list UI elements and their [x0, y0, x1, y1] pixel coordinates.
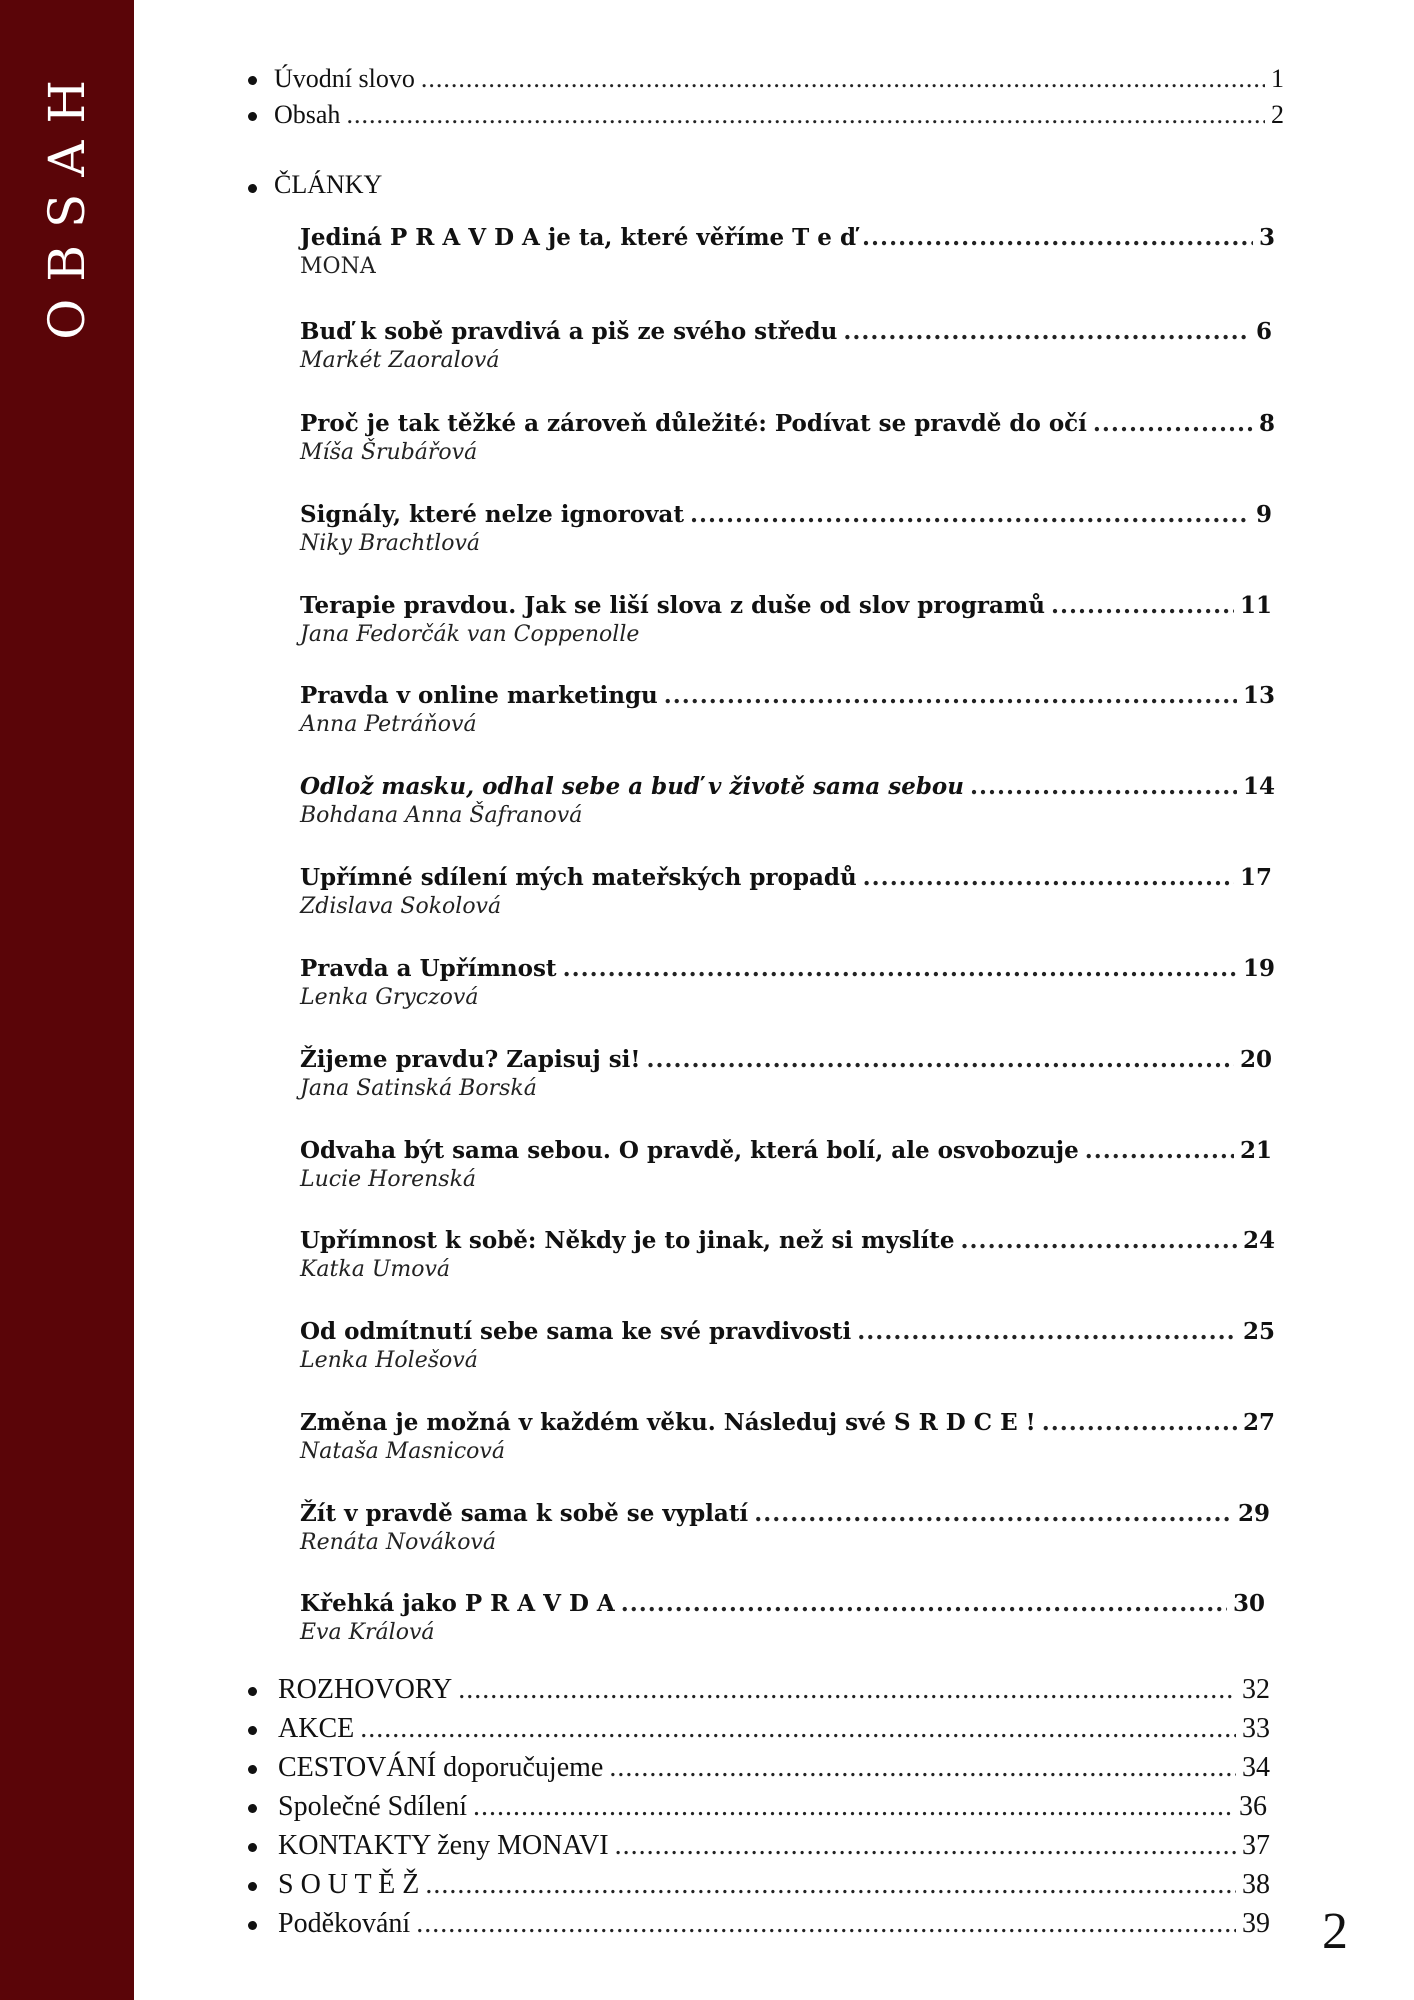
toc-entry-obsah[interactable]	[274, 100, 1284, 130]
article-title: Signály, které nelze ignorovat	[300, 501, 684, 528]
bullet	[248, 112, 257, 121]
toc-entry-page: 2	[1271, 100, 1284, 129]
dot-leader	[647, 1046, 1234, 1073]
toc-article[interactable]	[300, 318, 1272, 345]
article-page: 17	[1239, 864, 1272, 891]
article-page: 19	[1242, 955, 1275, 982]
article-page: 6	[1255, 318, 1272, 345]
section-page: 37	[1242, 1830, 1270, 1861]
dot-leader	[862, 224, 1253, 251]
dot-leader	[360, 1713, 1236, 1745]
article-page: 13	[1242, 682, 1275, 709]
dot-leader	[1042, 1409, 1237, 1436]
dot-leader	[754, 1500, 1232, 1527]
toc-article[interactable]	[300, 1227, 1275, 1254]
dot-leader	[458, 1674, 1236, 1706]
dot-leader	[843, 318, 1250, 345]
toc-section[interactable]	[278, 1752, 1270, 1784]
article-author: Bohdana Anna Šafranová	[300, 803, 583, 828]
bullet	[248, 1726, 257, 1735]
article-title: Změna je možná v každém věku. Následuj své S R D C E !	[300, 1409, 1036, 1436]
dot-leader	[609, 1752, 1236, 1784]
article-author: Markét Zaoralová	[300, 348, 500, 373]
article-page: 25	[1242, 1318, 1275, 1345]
dot-leader	[857, 1318, 1237, 1345]
dot-leader	[346, 100, 1265, 130]
article-page: 29	[1237, 1500, 1270, 1527]
dot-leader	[425, 1869, 1236, 1901]
article-author: Niky Brachtlová	[300, 531, 480, 556]
article-title: Od odmítnutí sebe sama ke své pravdivosti	[300, 1318, 852, 1345]
articles-heading: ČLÁNKY	[274, 170, 383, 199]
toc-section[interactable]	[278, 1869, 1270, 1901]
section-page: 33	[1242, 1713, 1270, 1744]
article-page: 30	[1232, 1590, 1265, 1617]
dot-leader	[416, 1908, 1236, 1940]
toc-section[interactable]	[278, 1713, 1270, 1745]
toc-article[interactable]	[300, 224, 1275, 251]
dot-leader	[961, 1227, 1237, 1254]
dot-leader	[473, 1791, 1233, 1823]
bullet	[248, 76, 257, 85]
toc-entry-label: Úvodní slovo	[274, 64, 415, 93]
toc-article[interactable]	[300, 682, 1275, 709]
dot-leader	[863, 864, 1234, 891]
article-author: Eva Králová	[300, 1620, 435, 1645]
article-author: Anna Petráňová	[300, 712, 477, 737]
section-page: 39	[1242, 1908, 1270, 1939]
article-title: Žijeme pravdu? Zapisuj si!	[300, 1046, 641, 1073]
toc-section[interactable]	[278, 1830, 1270, 1862]
bullet	[248, 1687, 257, 1696]
bullet	[248, 1882, 257, 1891]
article-author: Lucie Horenská	[300, 1167, 477, 1192]
section-label: KONTAKTY ženy MONAVI	[278, 1830, 609, 1861]
section-label: AKCE	[278, 1713, 355, 1744]
bullet	[248, 1765, 257, 1774]
article-author: Lenka Gryczová	[300, 985, 479, 1010]
dot-leader	[970, 773, 1237, 800]
bullet	[248, 1804, 257, 1813]
article-title: Pravda a Upřímnost	[300, 955, 557, 982]
section-label: S O U T Ě Ž	[278, 1869, 420, 1900]
toc-section[interactable]	[278, 1674, 1270, 1706]
article-author: Zdislava Sokolová	[300, 894, 502, 919]
article-title: Odvaha být sama sebou. O pravdě, která bolí, ale osvobozuje	[300, 1137, 1079, 1164]
article-page: 14	[1242, 773, 1275, 800]
toc-entry-uvodni-slovo[interactable]	[274, 64, 1284, 94]
section-page: 38	[1242, 1869, 1270, 1900]
article-title: Proč je tak těžké a zároveň důležité: Podívat se pravdě do očí	[300, 410, 1087, 437]
article-title: Odlož masku, odhal sebe a buď v životě sama sebou	[300, 773, 964, 800]
article-title: Pravda v online marketingu	[300, 682, 658, 709]
section-label: Poděkování	[278, 1908, 411, 1939]
dot-leader	[1093, 410, 1253, 437]
article-page: 20	[1239, 1046, 1272, 1073]
dot-leader	[664, 682, 1237, 709]
toc-article[interactable]	[300, 1409, 1275, 1436]
toc-section[interactable]	[278, 1908, 1270, 1940]
dot-leader	[563, 955, 1237, 982]
article-page: 3	[1258, 224, 1275, 251]
page-number: 2	[1322, 1903, 1348, 1960]
toc-article[interactable]	[300, 955, 1275, 982]
dot-leader	[690, 501, 1250, 528]
article-page: 8	[1258, 410, 1275, 437]
article-page: 21	[1239, 1137, 1272, 1164]
sidebar-title: OBSAH	[38, 63, 96, 340]
toc-section[interactable]	[278, 1791, 1267, 1823]
toc-article[interactable]	[300, 1590, 1265, 1617]
article-title: Terapie pravdou. Jak se liší slova z duše od slov programů	[300, 592, 1045, 619]
section-label: Společné Sdílení	[278, 1791, 467, 1822]
toc-article[interactable]	[300, 501, 1272, 528]
article-title: Buď k sobě pravdivá a piš ze svého středu	[300, 318, 838, 345]
article-author: Lenka Holešová	[300, 1348, 478, 1373]
article-title: Křehká jako P R A V D A	[300, 1590, 615, 1617]
toc-article[interactable]	[300, 1318, 1275, 1345]
dot-leader	[621, 1590, 1227, 1617]
dot-leader	[1085, 1137, 1234, 1164]
toc-article[interactable]	[300, 1046, 1272, 1073]
article-author: Jana Satinská Borská	[300, 1076, 537, 1101]
sidebar	[0, 0, 134, 2000]
bullet	[248, 1843, 257, 1852]
bullet	[248, 184, 257, 193]
toc-entry-label: Obsah	[274, 100, 341, 129]
toc-article[interactable]	[300, 410, 1275, 437]
article-page: 9	[1255, 501, 1272, 528]
article-title: Žít v pravdě sama k sobě se vyplatí	[300, 1500, 749, 1527]
article-page: 24	[1242, 1227, 1275, 1254]
article-author: Míša Šrubářová	[300, 440, 478, 465]
article-author: MONA	[300, 254, 376, 279]
article-title: Upřímnost k sobě: Někdy je to jinak, než si myslíte	[300, 1227, 955, 1254]
dot-leader	[615, 1830, 1236, 1862]
toc-article[interactable]	[300, 1137, 1272, 1164]
dot-leader	[421, 64, 1265, 94]
toc-article[interactable]	[300, 773, 1275, 800]
article-author: Nataša Masnicová	[300, 1439, 505, 1464]
toc-article[interactable]	[300, 1500, 1270, 1527]
toc-article[interactable]	[300, 592, 1272, 619]
article-title: Jediná P R A V D A je ta, které věříme T e ď	[300, 224, 857, 251]
article-page: 27	[1242, 1409, 1275, 1436]
article-author: Jana Fedorčák van Coppenolle	[300, 622, 640, 647]
article-title: Upřímné sdílení mých mateřských propadů	[300, 864, 857, 891]
section-label: ROZHOVORY	[278, 1674, 453, 1705]
section-page: 32	[1242, 1674, 1270, 1705]
toc-article[interactable]	[300, 864, 1272, 891]
section-label: CESTOVÁNÍ doporučujeme	[278, 1752, 604, 1783]
section-page: 34	[1242, 1752, 1270, 1783]
bullet	[248, 1921, 257, 1930]
article-author: Renáta Nováková	[300, 1530, 496, 1555]
toc-entry-page: 1	[1271, 64, 1284, 93]
section-page: 36	[1239, 1791, 1267, 1822]
article-author: Katka Umová	[300, 1257, 451, 1282]
dot-leader	[1051, 592, 1234, 619]
article-page: 11	[1239, 592, 1272, 619]
